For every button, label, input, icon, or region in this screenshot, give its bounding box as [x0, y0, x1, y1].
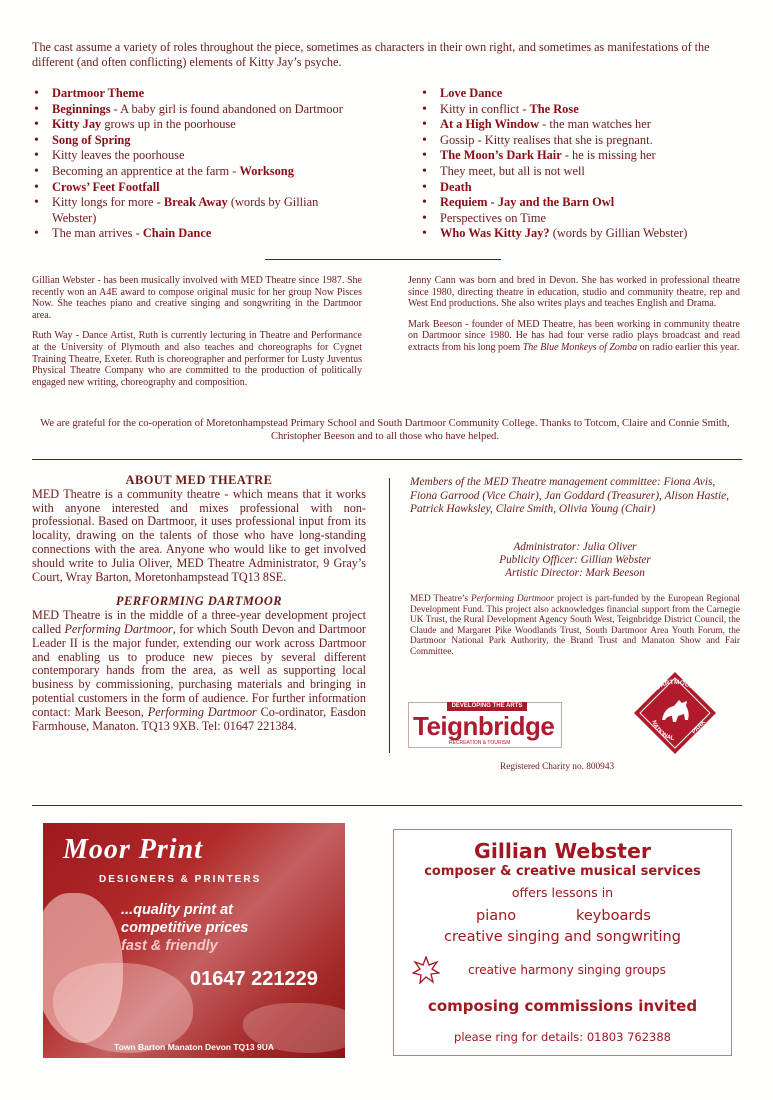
- divider: [265, 259, 501, 260]
- divider: [32, 459, 742, 460]
- scene-list-left: [32, 86, 357, 242]
- moor-print-subtitle: DESIGNERS & PRINTERS: [99, 874, 262, 885]
- bio-mark: Mark Beeson - founder of MED Theatre, has been working in community theatre on Dartmoor since 1980. He has had four verse radio plays broadcast and read extracts from his long poem The Blue Monkeys of Zomba on radio earlier this year.: [408, 318, 740, 353]
- performing-heading: PERFORMING DARTMOOR: [115, 594, 283, 609]
- teignbridge-logo: DEVELOPING THE ARTS Teignbridge RECREATION & TOURISM: [408, 702, 562, 748]
- moor-print-tagline: ...quality print at competitive prices fast & friendly: [121, 902, 249, 954]
- list-item: • Crows’ Feet Footfall: [32, 180, 357, 196]
- list-item: • Kitty leaves the poorhouse: [32, 148, 357, 164]
- ad-creative: creative singing and songwriting: [444, 929, 681, 945]
- list-item: • Becoming an apprentice at the farm - Worksong: [32, 164, 357, 180]
- ad-keyboards: keyboards: [576, 908, 651, 924]
- list-item: • Who Was Kitty Jay? (words by Gillian Webster): [420, 226, 760, 242]
- administrator: Administrator: Julia Oliver: [513, 541, 637, 553]
- list-item: • The Moon’s Dark Hair - he is missing her: [420, 148, 760, 164]
- gillian-webster-ad: [393, 829, 732, 1056]
- about-text: MED Theatre is a community theatre - which means that it works with anyone interested and mixes professional with non-professional. Based on Dartmoor, it uses professional input from its locality, drawing on the talents of those who have long-standing connections with the area. Anyone who would like to get involved should write to Julia Oliver, MED Theatre Administrator, 9 Gray’s Court, Wray Barton, Moretonhampstead TQ13 8SE.: [32, 486, 366, 584]
- bios-left: [32, 275, 362, 397]
- scene-list-right: [420, 86, 760, 242]
- ad-harmony: creative harmony singing groups: [468, 963, 666, 977]
- list-item: • Love Dance: [420, 86, 760, 102]
- list-item: • The man arrives - Chain Dance: [32, 226, 357, 242]
- moor-print-ad: [43, 823, 345, 1058]
- list-item: • Song of Spring: [32, 133, 357, 149]
- ad-offers: offers lessons in: [511, 885, 614, 900]
- list-item: • Death: [420, 180, 760, 196]
- list-item: • Dartmoor Theme: [32, 86, 357, 102]
- about-heading: ABOUT MED THEATRE: [125, 473, 273, 487]
- moor-print-title: Moor Print: [63, 834, 203, 865]
- bio-jenny: Jenny Cann was born and bred in Devon. She has worked in professional theatre since 1980, directing theatre in education, studio and community theatre, rep and West End productions. She also writes plays and teaches English and Drama.: [408, 275, 740, 310]
- ad-ring: please ring for details: 01803 762388: [454, 1030, 671, 1044]
- dartmoor-national-park-logo: [632, 670, 718, 756]
- ad-role: composer & creative musical services: [424, 864, 701, 879]
- bio-ruth: Ruth Way - Dance Artist, Ruth is currently lecturing in Theatre and Performance at the University of Plymouth and also teaches and choreographs for Cygnet Training Theatre, Exeter. Ruth is choreographer and performer for Lusty Juventus Physical Theatre Company who are committed to the production of politically engaged new writing, choreography and composition.: [32, 330, 362, 388]
- list-item: • They meet, but all is not well: [420, 164, 760, 180]
- about-section: [32, 474, 366, 733]
- list-item: • At a High Window - the man watches her: [420, 117, 760, 133]
- divider: [32, 805, 742, 806]
- svg-text:NATIONAL: NATIONAL: [650, 719, 675, 742]
- list-item: • Perspectives on Time: [420, 211, 760, 227]
- admin-block: [410, 541, 740, 580]
- bio-gillian: Gillian Webster - has been musically involved with MED Theatre since 1987. She recently won an A4E award to compose original music for her group Now Pisces Now. She teaches piano and creative singing and songwriting in the Dartmoor area.: [32, 275, 362, 321]
- artistic-director: Artistic Director: Mark Beeson: [505, 567, 645, 579]
- star-burst-icon: [412, 956, 440, 984]
- list-item: • Kitty Jay grows up in the poorhouse: [32, 117, 357, 133]
- intro-paragraph: The cast assume a variety of roles throughout the piece, sometimes as characters in their own right, and sometimes as manifestations of the different (and often conflicting) elements of Kitty Jay’s psyche.: [32, 40, 710, 69]
- moor-print-address: Town Barton Manaton Devon TQ13 9UA: [114, 1042, 274, 1052]
- column-divider: [389, 478, 390, 753]
- list-item: • Gossip - Kitty realises that she is pregnant.: [420, 133, 760, 149]
- svg-text:PARK: PARK: [691, 719, 708, 736]
- ad-commissions: composing commissions invited: [427, 997, 698, 1015]
- performing-text: MED Theatre is in the middle of a three-year development project called Performing Dartmoor, for which South Devon and Dartmoor Leader II is the major funder, extending our work across Dartmoor and enabling us to produce new pieces by several different contemporary hands from the area, as well as supporting local business by commissioning, purchasing materials and bringing in potential customers in the form of audience. For further information contact: Mark Beeson, Performing Dartmoor Co-ordinator, Easdon Farmhouse, Manaton. TQ13 9XB. Tel: 01647 221384.: [32, 608, 366, 733]
- moor-print-phone: 01647 221229: [190, 968, 318, 990]
- publicity-officer: Publicity Officer: Gillian Webster: [499, 554, 651, 566]
- ad-name: Gillian Webster: [474, 839, 651, 863]
- list-item: • Requiem - Jay and the Barn Owl: [420, 195, 760, 211]
- bios-right: [408, 275, 740, 363]
- thanks-note: We are grateful for the co-operation of Moretonhampstead Primary School and South Dartmoor Community College. Thanks to Totcom, Claire and Connie Smith, Christopher Beeson and to all those who have helped.: [40, 418, 730, 442]
- list-item: • Kitty in conflict - The Rose: [420, 102, 760, 118]
- funding-text: MED Theatre’s Performing Dartmoor project is part-funded by the European Regional Development Fund. This project also acknowledges financial support from the Carnegie UK Trust, the Rural Development Agency South West, Teignbridge District Council, the Claude and Margaret Pike Woodlands Trust, South Dartmoor Area Youth Forum, the Dartmoor National Park Authority, the Brand Trust and Manaton Show and Fair Committee.: [410, 594, 740, 657]
- list-item: • Beginnings - A baby girl is found abandoned on Dartmoor: [32, 102, 357, 118]
- list-item: • Kitty longs for more - Break Away (words by Gillian Webster): [32, 195, 357, 226]
- svg-text:DARTMOOR: DARTMOOR: [654, 678, 696, 692]
- committee-text: Members of the MED Theatre management committee: Fiona Avis, Fiona Garrood (Vice Chair), Jan Goddard (Treasurer), Alison Hastie, Patrick Hawksley, Claire Smith, Olivia Young (Chair): [410, 476, 730, 515]
- charity-number: Registered Charity no. 800943: [500, 762, 615, 772]
- ad-piano: piano: [476, 908, 517, 924]
